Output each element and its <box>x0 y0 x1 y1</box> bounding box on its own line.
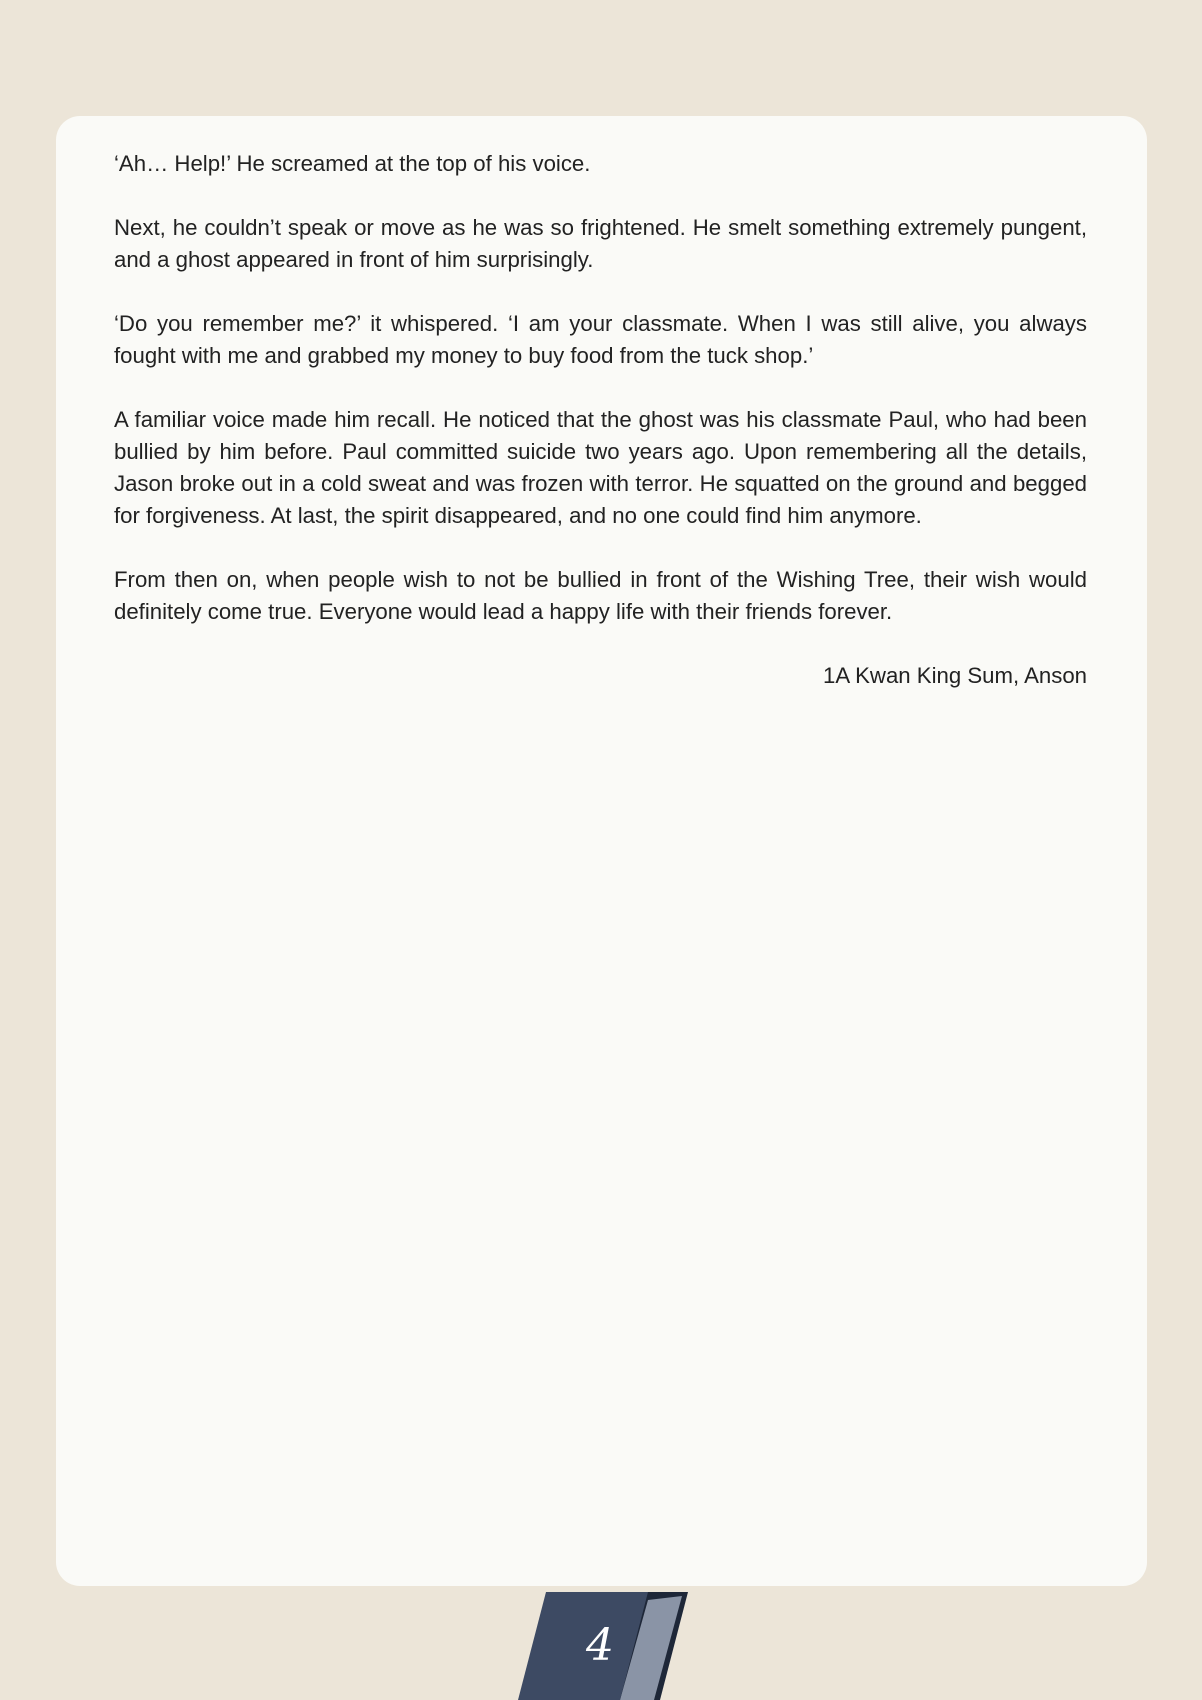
story-paragraph-4: A familiar voice made him recall. He noticed that the ghost was his classmate Paul, who had been bullied by him before. Paul committed suicide two years ago. Upon remembering all the details, Jason broke out in a cold sweat and was frozen with terror. He squatted on the ground and begged for forgiveness. At last, the spirit disappeared, and no one could find him anymore. <box>114 407 1087 528</box>
story-paragraph-2: Next, he couldn’t speak or move as he was so frightened. He smelt something extremely pungent, and a ghost appeared in front of him surprisingly. <box>114 215 1087 272</box>
page-number: 4 <box>586 1620 614 1671</box>
story-paragraph-3: ‘Do you remember me?’ it whispered. ‘I am your classmate. When I was still alive, you always fought with me and grabbed my money to buy food from the tuck shop.’ <box>114 311 1087 368</box>
story-paragraph-1: ‘Ah… Help!’ He screamed at the top of his voice. <box>114 151 591 176</box>
story-paragraph-5: From then on, when people wish to not be bullied in front of the Wishing Tree, their wish would definitely come true. Everyone would lead a happy life with their friends forever. <box>114 567 1087 624</box>
page-card <box>56 116 1147 1586</box>
story-text <box>114 148 1087 692</box>
author-credit: 1A Kwan King Sum, Anson <box>823 663 1087 688</box>
